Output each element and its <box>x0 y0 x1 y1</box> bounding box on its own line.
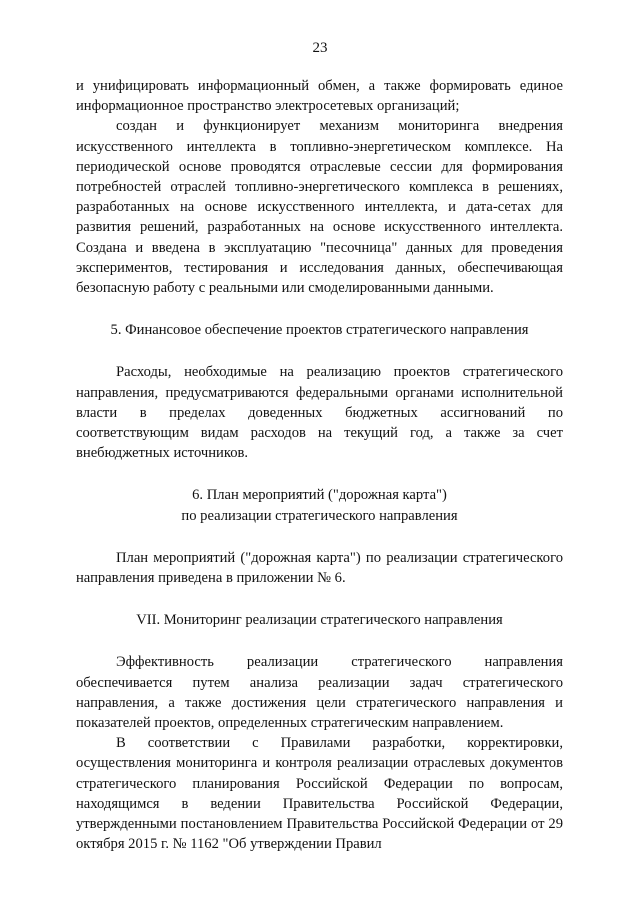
paragraph-ai-monitoring: создан и функционирует механизм мониторинга внедрения искусственного интеллекта в топливно-энергетическом комплексе. На периодической основе проводятся отраслевые сессии для формирования потребностей отраслей топливно-энергетического комплекса в решениях, разработанных на основе искусственного интеллекта, и дата-сетах для развития решений, разработанных на основе искусственного интеллекта. Создана и введена в эксплуатацию "песочница" данных для проведения экспериментов, тестирования и исследования данных, обеспечивающая безопасную работу с реальными или смоделированными данными. <box>76 118 563 297</box>
paragraph-roadmap: План мероприятий ("дорожная карта") по реализации стратегического направления приведена в приложении № 6. <box>76 549 563 587</box>
section-heading-roadmap-line1: 6. План мероприятий ("дорожная карта") <box>192 487 447 504</box>
section-heading-financing: 5. Финансовое обеспечение проектов стратегического направления <box>110 322 529 339</box>
paragraph-continuation: и унифицировать информационный обмен, а также формировать единое информационное пространство электросетевых организаций; <box>76 78 563 115</box>
chapter-heading-monitoring: VII. Мониторинг реализации стратегического направления <box>136 612 503 629</box>
page-number: 23 <box>312 40 328 56</box>
paragraph-rules: В соответствии с Правилами разработки, корректировки, осуществления мониторинга и контроля реализации отраслевых документов стратегического планирования Российской Федерации по вопросам, находящимся в ведении Правительства Российской Федерации, утвержденными постановлением Правительства Российской Федерации от 29 октября 2015 г. № 1162 "Об утверждении Правил <box>76 735 563 853</box>
section-heading-roadmap-line2: по реализации стратегического направления <box>181 507 458 524</box>
page-body <box>76 76 563 855</box>
paragraph-effectiveness: Эффективность реализации стратегического направления обеспечивается путем анализа реализации задач стратегического направления, а также достижения цели стратегического направления и показателей проектов, определенных стратегическим направлением. <box>76 654 563 732</box>
paragraph-financing: Расходы, необходимые на реализацию проектов стратегического направления, предусматриваются федеральными органами исполнительной власти в пределах доведенных бюджетных ассигнований по соответствующим видам расходов на текущий год, а также за счет внебюджетных источников. <box>76 364 563 462</box>
